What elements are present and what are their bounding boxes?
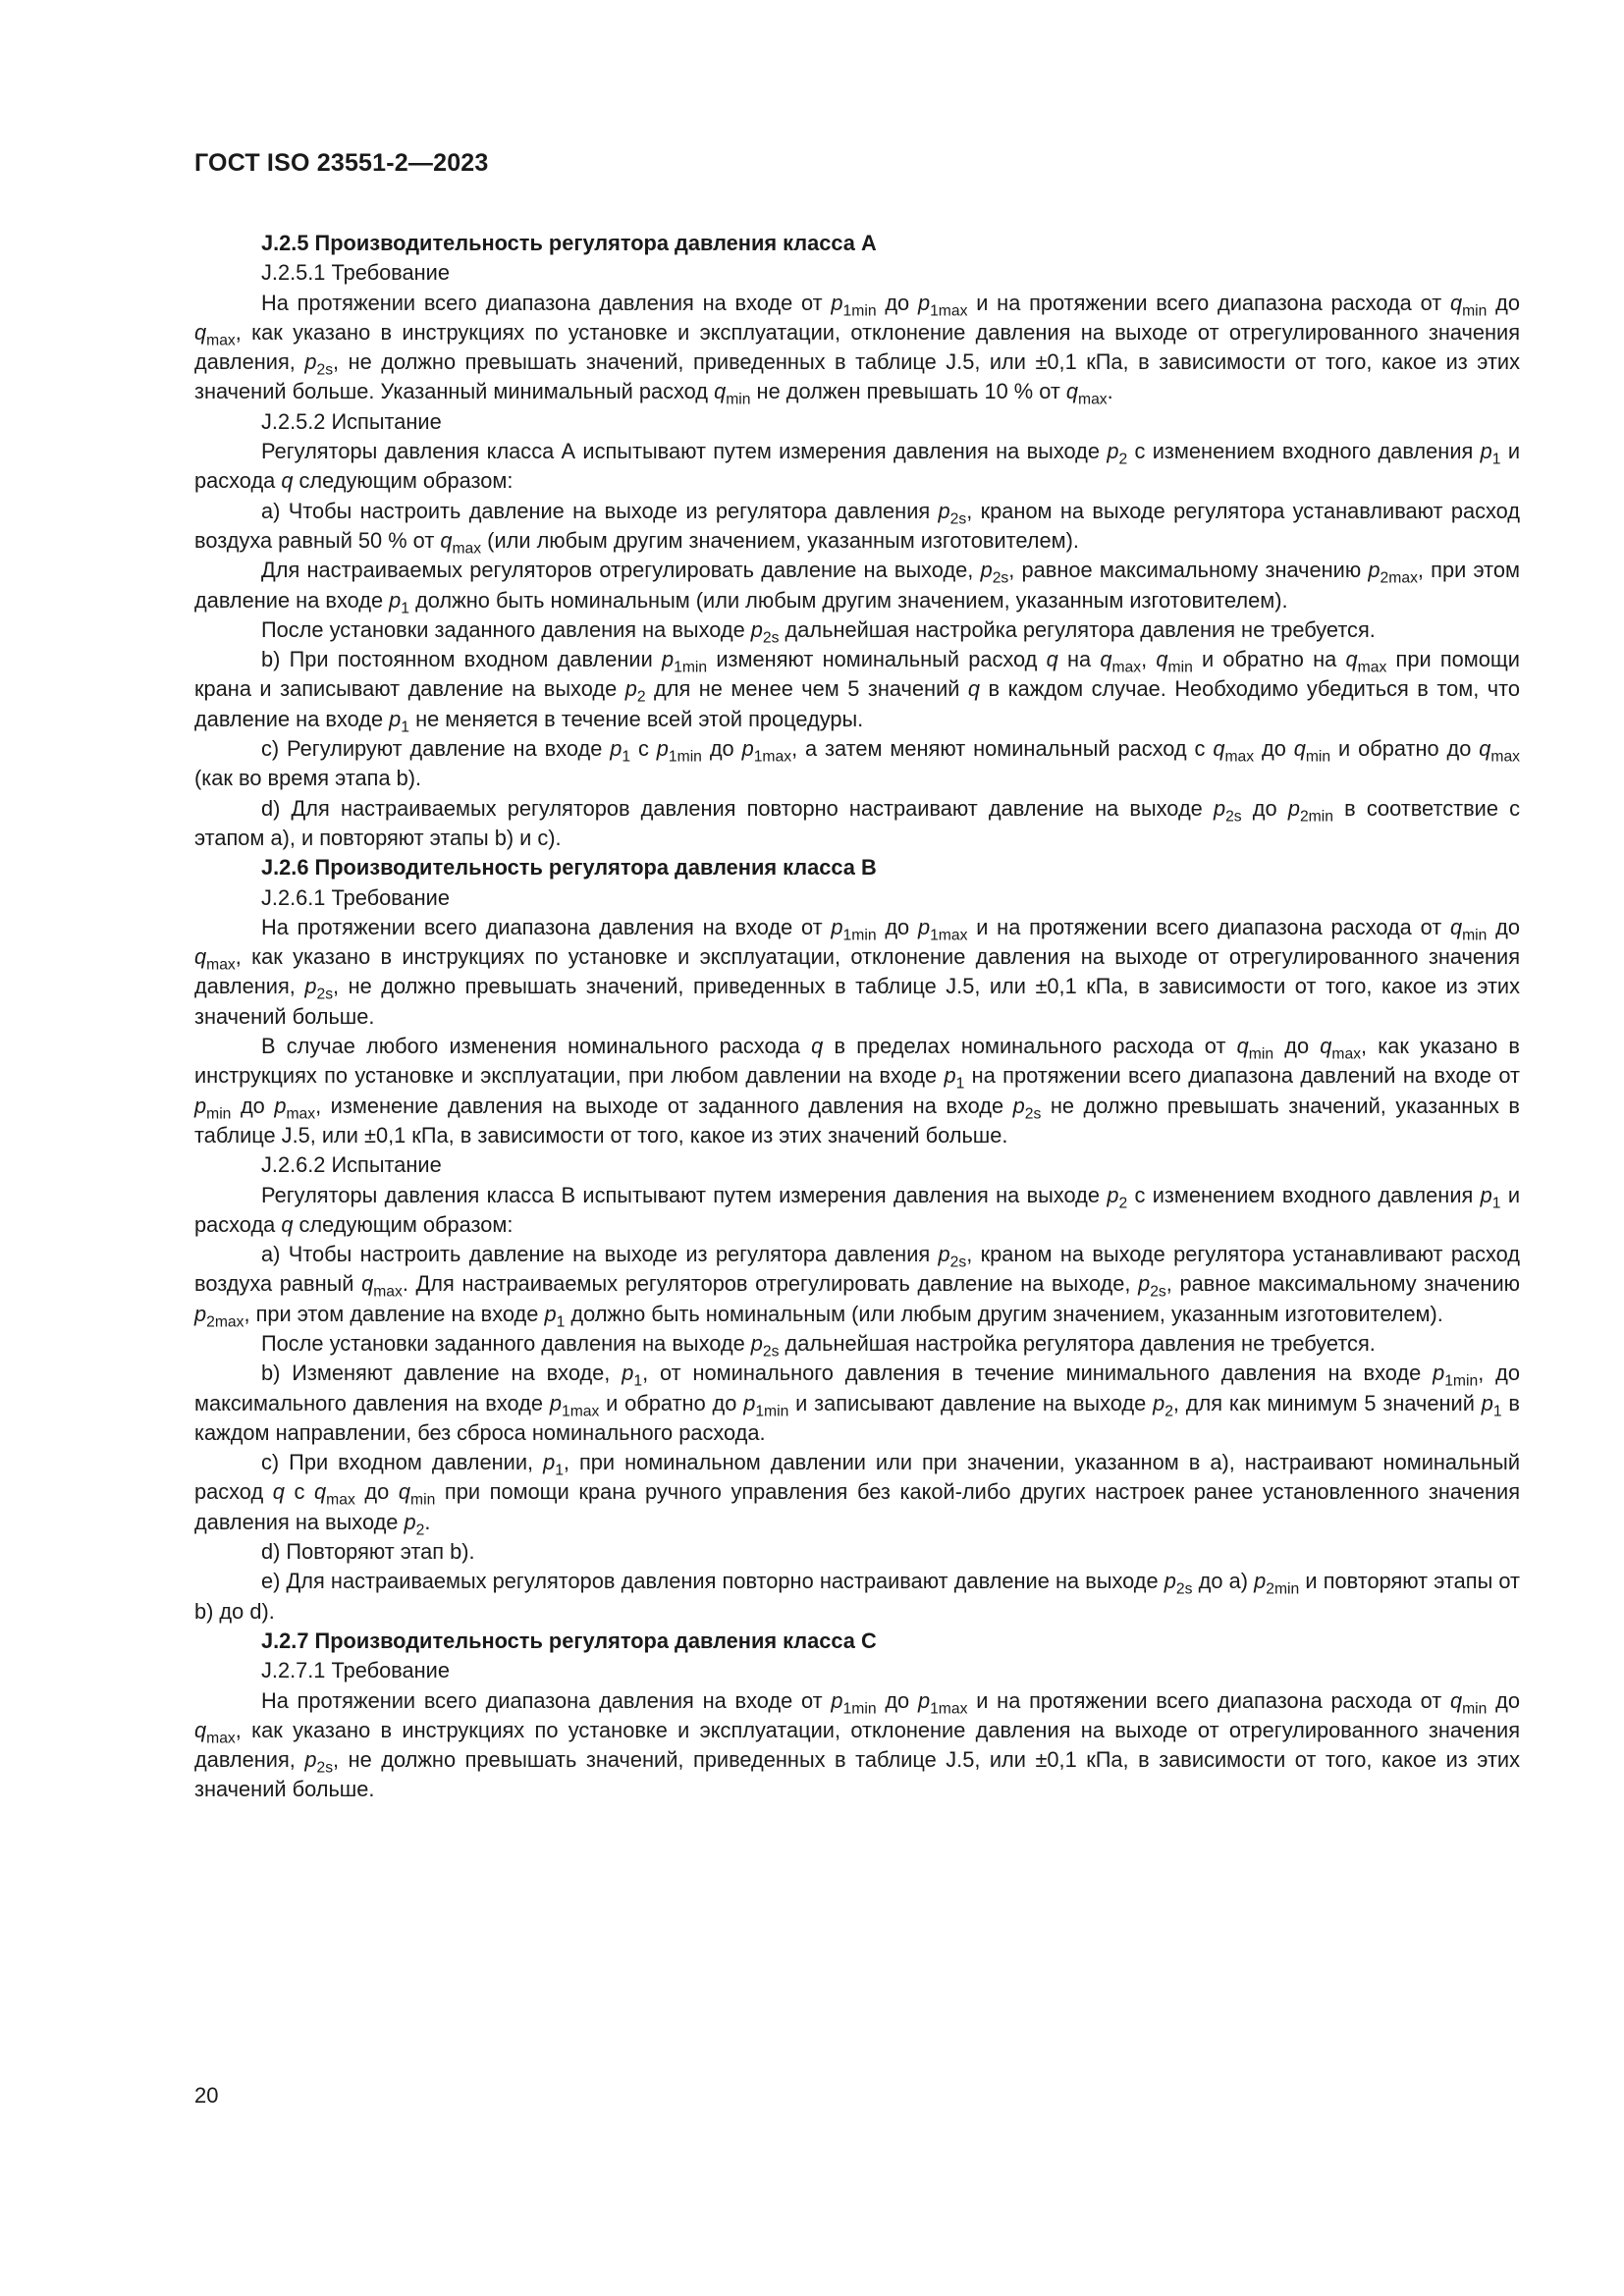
paragraph: a) Чтобы настроить давление на выходе из регулятора давления $p_{2s}$, краном на выходе регулятора устанавливают расход воздуха равный $q_{max}$. Для настраиваемых регуляторов отрегулировать давление на выходе, $p_{2s}$, равное максимальному значению $p_{2max}$, при этом давление на входе $p_1$ должно быть номинальным (или любым другим значением, указанным изготовителем). xyxy=(194,1242,1520,1331)
paragraph: На протяжении всего диапазона давления на входе от $p_{1min}$ до $p_{1max}$ и на протяжении всего диапазона расхода от $q_{min}$ до $q_{max}$, как указано в инструкциях по установке и эксплуатации, отклонение давления на выходе от отрегулированного значения давления, $p_{2s}$, не должно превышать значений, приведенных в таблице J.5, или ±0,1 кПа, в зависимости от того, какое из этих значений больше. Указанный минимальный расход $q_{min}$ не должен превышать 10 % от $q_{max}$. xyxy=(194,290,1521,408)
paragraph: Регуляторы давления класса В испытывают путем измерения давления на выходе $p_2$ с изменением входного давления $p_1$ и расхода q следующим образом: xyxy=(194,1182,1520,1237)
paragraph: J.2.5.2 Испытание xyxy=(261,408,442,434)
paragraph: Регуляторы давления класса А испытывают путем измерения давления на выходе $p_2$ с изменением входного давления $p_1$ и расхода q следующим образом: xyxy=(194,439,1520,494)
paragraph: e) Для настраиваемых регуляторов давления повторно настраивают давление на выходе $p_{2s}$ до a) $p_{2min}$ и повторяют этапы от b) до d). xyxy=(194,1569,1521,1624)
paragraph: c) При входном давлении, $p_1$, при номинальном давлении или при значении, указанном в a), настраивают номинальный расход q с $q_{max}$ до $q_{min}$ при помощи крана ручного управления без какой-либо других настроек ранее установленного значения давления на выходе $p_2$. xyxy=(194,1450,1521,1539)
section-heading: J.2.5 Производительность регулятора давления класса А xyxy=(261,231,877,255)
paragraph: J.2.5.1 Требование xyxy=(261,260,450,286)
page-number: 20 xyxy=(194,2083,219,2108)
paragraph: d) Для настраиваемых регуляторов давления повторно настраивают давление на выходе $p_{2s}$ до $p_{2min}$ в соответствие с этапом a), и повторяют этапы b) и c). xyxy=(194,795,1521,850)
document-header: ГОСТ ISO 23551-2—2023 xyxy=(194,149,489,177)
paragraph: J.2.6.2 Испытание xyxy=(261,1152,442,1178)
paragraph: На протяжении всего диапазона давления на входе от $p_{1min}$ до $p_{1max}$ и на протяжении всего диапазона расхода от $q_{min}$ до $q_{max}$, как указано в инструкциях по установке и эксплуатации, отклонение давления на выходе от отрегулированного значения давления, $p_{2s}$, не должно превышать значений, приведенных в таблице J.5, или ±0,1 кПа, в зависимости от того, какое из этих значений больше. xyxy=(194,1687,1521,1802)
paragraph: b) Изменяют давление на входе, $p_1$, от номинального давления в течение минимального давления на входе $p_{1min}$, до максимального давления на входе $p_{1max}$ и обратно до $p_{1min}$ и записывают давление на выходе $p_2$, для как минимум 5 значений $p_1$ в каждом направлении, без сброса номинального расхода. xyxy=(194,1361,1521,1445)
section-heading: J.2.7 Производительность регулятора давления класса С xyxy=(261,1628,877,1653)
paragraph: На протяжении всего диапазона давления на входе от $p_{1min}$ до $p_{1max}$ и на протяжении всего диапазона расхода от $q_{min}$ до $q_{max}$, как указано в инструкциях по установке и эксплуатации, отклонение давления на выходе от отрегулированного значения давления, $p_{2s}$, не должно превышать значений, приведенных в таблице J.5, или ±0,1 кПа, в зависимости от того, какое из этих значений больше. xyxy=(194,914,1521,1029)
paragraph: Для настраиваемых регуляторов отрегулировать давление на выходе, $p_{2s}$, равное максимальному значению $p_{2max}$, при этом давление на входе $p_1$ должно быть номинальным (или любым другим значением, указанным изготовителем). xyxy=(194,558,1520,617)
paragraph: d) Повторяют этап b). xyxy=(261,1539,475,1565)
document-body xyxy=(194,229,1520,1805)
section-heading: J.2.6 Производительность регулятора давления класса В xyxy=(261,855,877,881)
paragraph: После установки заданного давления на выходе $p_{2s}$ дальнейшая настройка регулятора давления не требуется. xyxy=(261,1330,1376,1361)
paragraph: c) Регулируют давление на входе $p_1$ с $p_{1min}$ до $p_{1max}$, а затем меняют номинальный расход с $q_{max}$ до $q_{min}$ и обратно до $q_{max}$ (как во время этапа b). xyxy=(194,736,1521,791)
paragraph: После установки заданного давления на выходе $p_{2s}$ дальнейшая настройка регулятора давления не требуется. xyxy=(261,616,1376,647)
paragraph: J.2.7.1 Требование xyxy=(261,1658,450,1683)
paragraph: b) При постоянном входном давлении $p_{1min}$ изменяют номинальный расход q на $q_{max}$, $q_{min}$ и обратно на $q_{max}$ при помощи крана и записывают давление на выходе $p_2$ для не менее чем 5 значений q в каждом случае. Необходимо убедиться в том, что давление на входе $p_1$ не меняется в течение всей этой процедуры. xyxy=(194,647,1520,736)
paragraph: a) Чтобы настроить давление на выходе из регулятора давления $p_{2s}$, краном на выходе регулятора устанавливают расход воздуха равный 50 % от $q_{max}$ (или любым другим значением, указанным изготовителем). xyxy=(194,498,1520,558)
paragraph: J.2.6.1 Требование xyxy=(261,884,450,910)
paragraph: В случае любого изменения номинального расхода q в пределах номинального расхода от $q_{min}$ до $q_{max}$, как указано в инструкциях по установке и эксплуатации, при любом давлении на входе $p_1$ на протяжении всего диапазона давлений на входе от $p_{min}$ до $p_{max}$, изменение давления на выходе от заданного давления на входе $p_{2s}$ не должно превышать значений, указанных в таблице J.5, или ±0,1 кПа, в зависимости от того, какое из этих значений больше. xyxy=(194,1034,1521,1148)
